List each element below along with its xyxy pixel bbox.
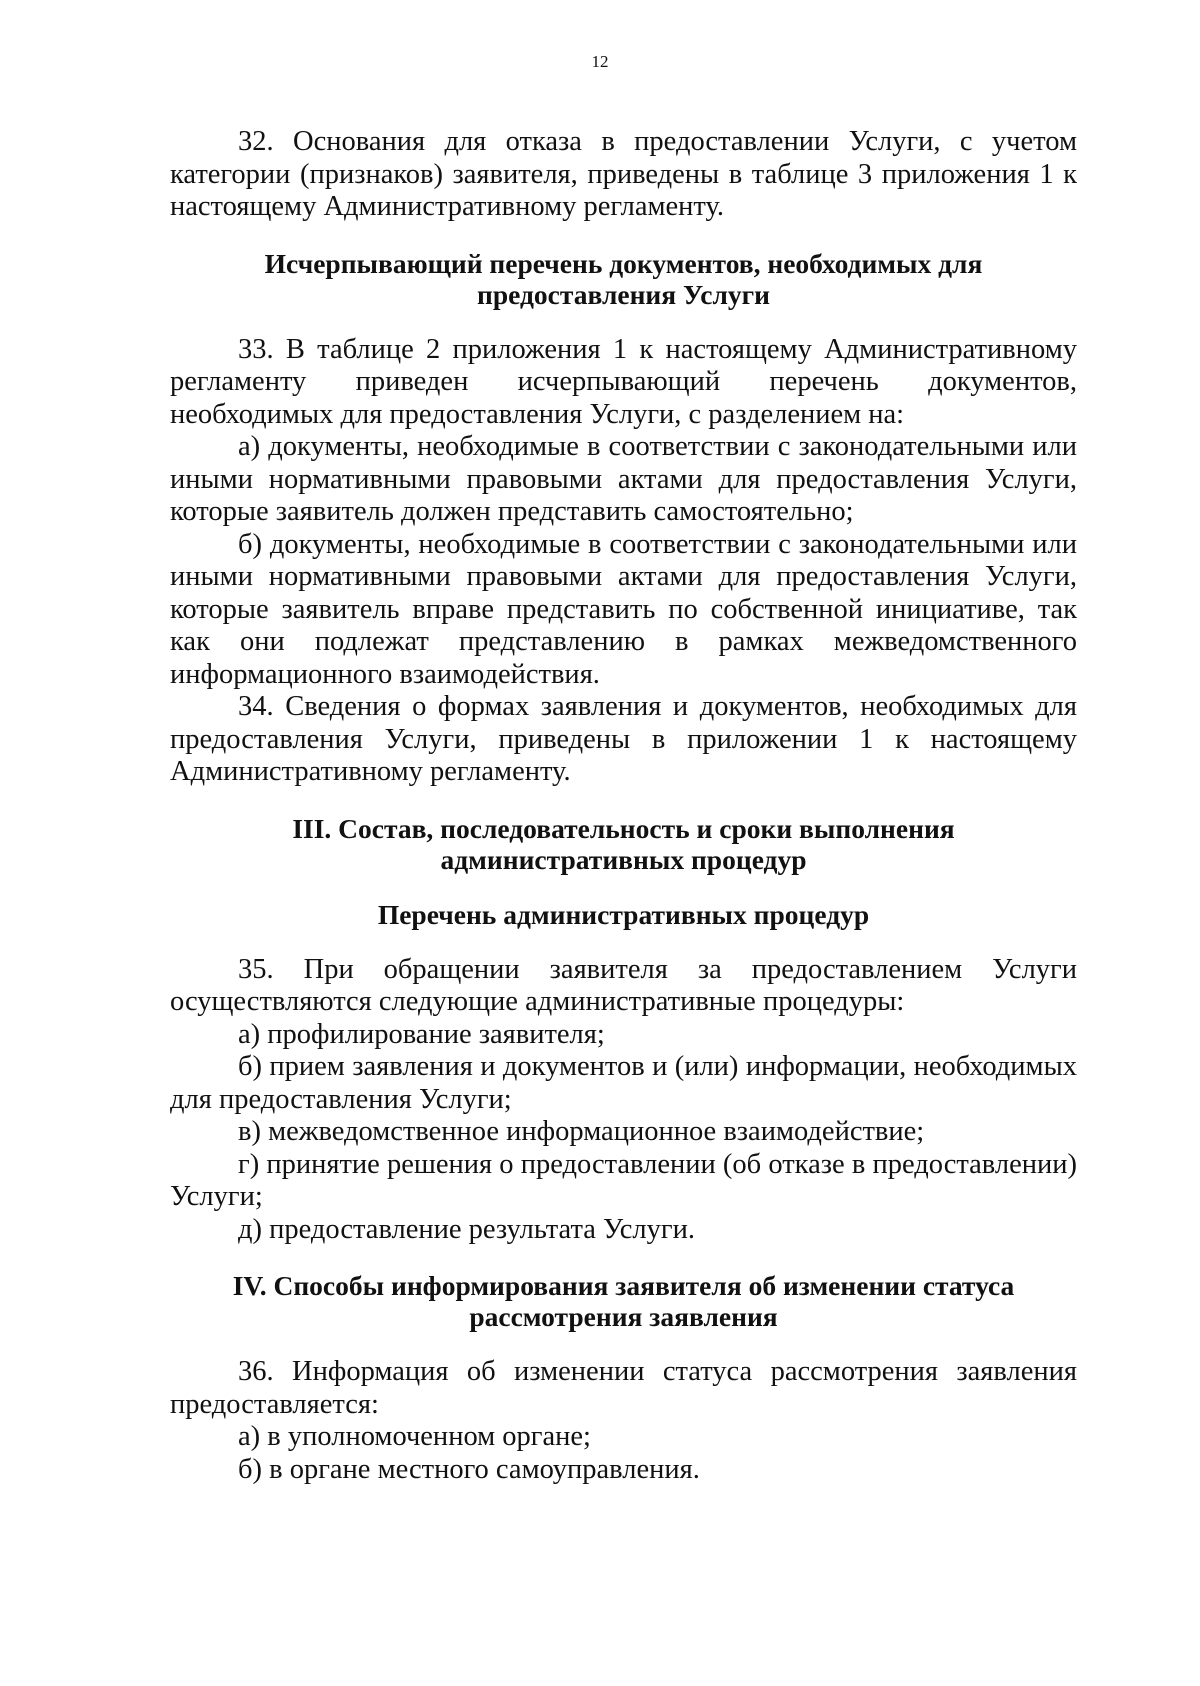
document-body xyxy=(170,126,1077,1486)
heading-procedures-list xyxy=(170,899,1077,930)
paragraph-35: 35. При обращении заявителя за предоставлением Услуги осуществляются следующие административные процедуры: xyxy=(170,953,1077,1017)
heading-line: предоставления Услуги xyxy=(477,278,770,310)
paragraph-34: 34. Сведения о формах заявления и документов, необходимых для предоставления Услуги, приведены в приложении 1 к настоящему Административному регламенту. xyxy=(170,691,1077,787)
paragraph-35-c: в) межведомственное информационное взаимодействие; xyxy=(238,1116,925,1147)
page-number: 12 xyxy=(591,52,609,71)
heading-line: Перечень административных процедур xyxy=(377,898,870,930)
heading-line: Исчерпывающий перечень документов, необходимых для xyxy=(264,247,983,279)
paragraph-32: 32. Основания для отказа в предоставлении Услуги, с учетом категории (признаков) заявителя, приведены в таблице 3 приложения 1 к настоящему Административному регламенту. xyxy=(170,126,1077,222)
heading-line: III. Состав, последовательность и сроки выполнения xyxy=(292,812,955,844)
heading-line: IV. Способы информирования заявителя об изменении статуса xyxy=(232,1270,1015,1301)
paragraph-33-a: а) документы, необходимые в соответствии с законодательными или иными нормативными правовыми актами для предоставления Услуги, которые заявитель должен представить самостоятельно; xyxy=(170,431,1077,527)
heading-documents-list xyxy=(170,248,1077,310)
paragraph-36: 36. Информация об изменении статуса рассмотрения заявления предоставляется: xyxy=(170,1356,1077,1420)
paragraph-36-b: б) в органе местного самоуправления. xyxy=(238,1453,700,1485)
paragraph-35-e: д) предоставление результата Услуги. xyxy=(238,1213,695,1245)
paragraph-36-a: а) в уполномоченном органе; xyxy=(238,1421,591,1452)
paragraph-35-b: б) прием заявления и документов и (или) информации, необходимых для предоставления Услуги; xyxy=(170,1051,1077,1115)
heading-line: рассмотрения заявления xyxy=(469,1301,778,1332)
heading-section-4 xyxy=(170,1270,1077,1332)
paragraph-33-b: б) документы, необходимые в соответствии с законодательными или иными нормативными правовыми актами для предоставления Услуги, которые заявитель вправе представить по собственной инициативе, так как они подлежат представлению в рамках межведомственного информационного взаимодействия. xyxy=(170,528,1077,690)
paragraph-35-d: г) принятие решения о предоставлении (об отказе в предоставлении) Услуги; xyxy=(170,1148,1077,1212)
heading-section-3 xyxy=(170,813,1077,875)
paragraph-35-a: а) профилирование заявителя; xyxy=(238,1018,605,1050)
heading-line: административных процедур xyxy=(440,843,807,875)
paragraph-33: 33. В таблице 2 приложения 1 к настоящему Административному регламенту приведен исчерпывающий перечень документов, необходимых для предоставления Услуги, с разделением на: xyxy=(170,333,1077,430)
